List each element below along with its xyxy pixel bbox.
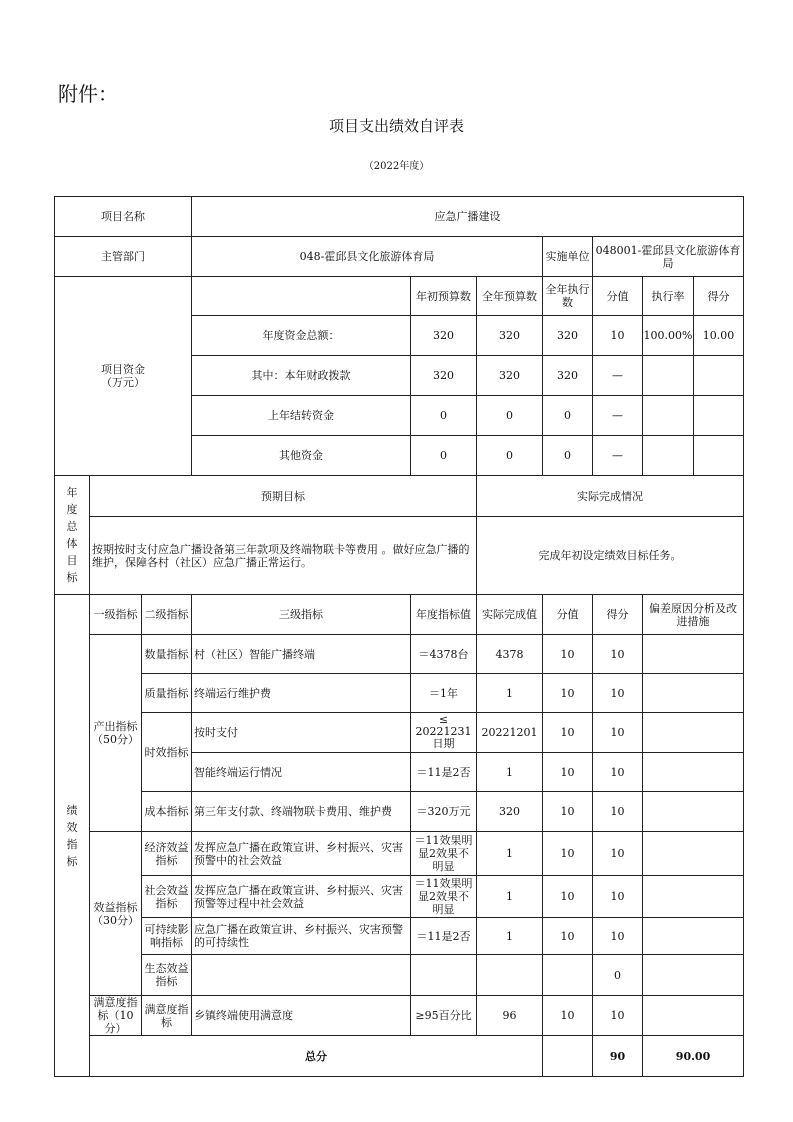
funds-header-full: 全年预算数 xyxy=(477,277,543,316)
funds-total-exec: 320 xyxy=(543,316,593,356)
indicator-actual xyxy=(477,955,543,996)
funds-total-rate-score xyxy=(643,316,744,356)
funds-total-score-value: 10 xyxy=(593,316,643,356)
indicator-score: 10 xyxy=(593,918,643,955)
indicator-target: ≤ 20221231 日期 xyxy=(411,713,477,753)
indicator-actual: 1 xyxy=(477,674,543,713)
perf-header-score: 得分 xyxy=(593,595,643,635)
benefit-indicator-label: 效益指标 （30分） xyxy=(90,832,142,996)
perf-header-analysis: 偏差原因分析及改进措施 xyxy=(643,595,744,635)
indicator-analysis xyxy=(643,832,744,876)
funds-carryover-exec: 0 xyxy=(543,396,593,436)
indicator-score-value: 10 xyxy=(543,635,593,674)
perf-header-l3: 三级指标 xyxy=(192,595,411,635)
indicator-score: 10 xyxy=(593,713,643,753)
indicator-actual: 96 xyxy=(477,996,543,1036)
indicator-actual: 1 xyxy=(477,832,543,876)
indicator-score-value: 10 xyxy=(543,792,593,832)
funds-other-rate-score xyxy=(643,436,744,476)
indicator-score-value: 10 xyxy=(543,832,593,876)
funds-carryover-rate-score xyxy=(643,396,744,436)
funds-other-full: 0 xyxy=(477,436,543,476)
indicator-analysis xyxy=(643,876,744,918)
indicator-score-value: 10 xyxy=(543,876,593,918)
funds-header-initial: 年初预算数 xyxy=(411,277,477,316)
funds-fiscal-rate-score xyxy=(643,356,744,396)
funds-total-score: 10.00 xyxy=(702,329,735,342)
indicator-score-value xyxy=(543,955,593,996)
indicator-actual: 320 xyxy=(477,792,543,832)
indicator-analysis xyxy=(643,713,744,753)
indicator-score-value: 10 xyxy=(543,753,593,792)
funds-other-exec: 0 xyxy=(543,436,593,476)
funds-fiscal-score-value: — xyxy=(593,356,643,396)
indicator-analysis xyxy=(643,996,744,1036)
indicator-analysis xyxy=(643,955,744,996)
indicator-l3: 发挥应急广播在政策宣讲、乡村振兴、灾害预警等过程中社会效益 xyxy=(192,876,411,918)
funds-fiscal-label: 其中：本年财政拨款 xyxy=(192,356,411,396)
satisfaction-indicator-label: 满意度指标（10分） xyxy=(90,996,142,1036)
performance-indicator-label: 绩 效 指 标 xyxy=(55,595,90,1077)
funds-total-rate: 100.00% xyxy=(643,316,694,355)
funds-header-score: 得分 xyxy=(707,289,730,303)
indicator-l2: 社会效益指标 xyxy=(142,876,192,918)
indicator-l2: 数量指标 xyxy=(142,635,192,674)
indicator-score: 10 xyxy=(593,832,643,876)
funds-header-rate: 执行率 xyxy=(643,277,694,315)
indicator-l3: 终端运行维护费 xyxy=(192,674,411,713)
indicator-analysis xyxy=(643,918,744,955)
year-label: （2022年度） xyxy=(363,161,430,172)
total-score-value: 90 xyxy=(593,1036,643,1077)
funds-label: 项目资金 （万元） xyxy=(55,277,192,476)
funds-fiscal-exec: 320 xyxy=(543,356,593,396)
perf-header-actual: 实际完成值 xyxy=(477,595,543,635)
dept-label: 主管部门 xyxy=(55,237,192,277)
indicator-l2: 质量指标 xyxy=(142,674,192,713)
indicator-analysis xyxy=(643,753,744,792)
indicator-target: ＝11效果明显2效果不明显 xyxy=(411,876,477,918)
indicator-target: ＝11效果明显2效果不明显 xyxy=(411,832,477,876)
indicator-target: ＝4378台 xyxy=(411,635,477,674)
indicator-actual: 1 xyxy=(477,876,543,918)
funds-fiscal-full: 320 xyxy=(477,356,543,396)
funds-carryover-label: 上年结转资金 xyxy=(192,396,411,436)
expected-goal-header: 预期目标 xyxy=(90,476,477,517)
indicator-score-value: 10 xyxy=(543,713,593,753)
funds-header-rate-score xyxy=(643,277,744,316)
total-score-label: 总分 xyxy=(90,1036,543,1077)
perf-header-l2: 二级指标 xyxy=(142,595,192,635)
funds-total-label: 年度资金总额： xyxy=(192,316,411,356)
actual-completion-text: 完成年初设定绩效目标任务。 xyxy=(477,517,744,595)
impl-unit-value: 048001-霍邱县文化旅游体育局 xyxy=(593,237,744,277)
indicator-score: 10 xyxy=(593,876,643,918)
funds-fiscal-initial: 320 xyxy=(411,356,477,396)
indicator-actual: 1 xyxy=(477,753,543,792)
indicator-score: 0 xyxy=(593,955,643,996)
funds-carryover-score-value: — xyxy=(593,396,643,436)
perf-header-l1: 一级指标 xyxy=(90,595,142,635)
indicator-score: 10 xyxy=(593,753,643,792)
project-name-label: 项目名称 xyxy=(55,197,192,237)
indicator-score-value: 10 xyxy=(543,674,593,713)
indicator-l3: 智能终端运行情况 xyxy=(192,753,411,792)
indicator-l3: 第三年支付款、终端物联卡费用、维护费 xyxy=(192,792,411,832)
indicator-score: 10 xyxy=(593,674,643,713)
funds-other-initial: 0 xyxy=(411,436,477,476)
indicator-l3: 发挥应急广播在政策宣讲、乡村振兴、灾害预警中的社会效益 xyxy=(192,832,411,876)
indicator-l2: 成本指标 xyxy=(142,792,192,832)
indicator-score-value: 10 xyxy=(543,996,593,1036)
indicator-l3 xyxy=(192,955,411,996)
indicator-l3: 应急广播在政策宣讲、乡村振兴、灾害预警的可持续性 xyxy=(192,918,411,955)
funds-carryover-initial: 0 xyxy=(411,396,477,436)
indicator-actual: 20221201 xyxy=(477,713,543,753)
indicator-target xyxy=(411,955,477,996)
indicator-target: ＝320万元 xyxy=(411,792,477,832)
indicator-l3: 村（社区）智能广播终端 xyxy=(192,635,411,674)
perf-header-score-value: 分值 xyxy=(543,595,593,635)
indicator-score: 10 xyxy=(593,996,643,1036)
project-name-value: 应急广播建设 xyxy=(192,197,744,237)
indicator-target: ＝11是2否 xyxy=(411,918,477,955)
funds-other-label: 其他资金 xyxy=(192,436,411,476)
indicator-l3: 按时支付 xyxy=(192,713,411,753)
dept-value: 048-霍邱县文化旅游体育局 xyxy=(192,237,543,277)
indicator-l2: 可持续影响指标 xyxy=(142,918,192,955)
indicator-analysis xyxy=(643,674,744,713)
annual-goal-label: 年 度 总 体 目 标 xyxy=(55,476,90,595)
total-blank xyxy=(543,1036,593,1077)
expected-goal-text: 按期按时支付应急广播设备第三年款项及终端物联卡等费用 。做好应急广播的维护，保障各村（社区）应急广播正常运行。 xyxy=(90,517,477,595)
funds-header-score-value: 分值 xyxy=(593,277,643,316)
perf-header-target: 年度指标值 xyxy=(411,595,477,635)
indicator-actual: 4378 xyxy=(477,635,543,674)
indicator-analysis xyxy=(643,635,744,674)
indicator-score: 10 xyxy=(593,635,643,674)
total-score: 90.00 xyxy=(643,1036,744,1077)
indicator-l2: 满意度指标 xyxy=(142,996,192,1036)
output-indicator-label: 产出指标 （50分） xyxy=(90,635,142,832)
indicator-target: ＝11是2否 xyxy=(411,753,477,792)
indicator-l3: 乡镇终端使用满意度 xyxy=(192,996,411,1036)
indicator-l2: 生态效益指标 xyxy=(142,955,192,996)
indicator-analysis xyxy=(643,792,744,832)
funds-total-full: 320 xyxy=(477,316,543,356)
actual-completion-header: 实际完成情况 xyxy=(477,476,744,517)
funds-total-initial: 320 xyxy=(411,316,477,356)
indicator-score-value: 10 xyxy=(543,918,593,955)
funds-other-score-value: — xyxy=(593,436,643,476)
page-title: 项目支出绩效自评表 xyxy=(328,117,464,135)
funds-header-blank xyxy=(192,277,411,316)
indicator-l2: 时效指标 xyxy=(142,713,192,792)
funds-carryover-full: 0 xyxy=(477,396,543,436)
indicator-target: ＝1年 xyxy=(411,674,477,713)
indicator-l2: 经济效益指标 xyxy=(142,832,192,876)
indicator-target: ≥95百分比 xyxy=(411,996,477,1036)
funds-header-exec: 全年执行数 xyxy=(543,277,593,316)
impl-unit-label: 实施单位 xyxy=(543,237,593,277)
attachment-label: 附件： xyxy=(58,82,118,106)
indicator-score: 10 xyxy=(593,792,643,832)
self-evaluation-table xyxy=(54,196,744,1077)
indicator-actual: 1 xyxy=(477,918,543,955)
